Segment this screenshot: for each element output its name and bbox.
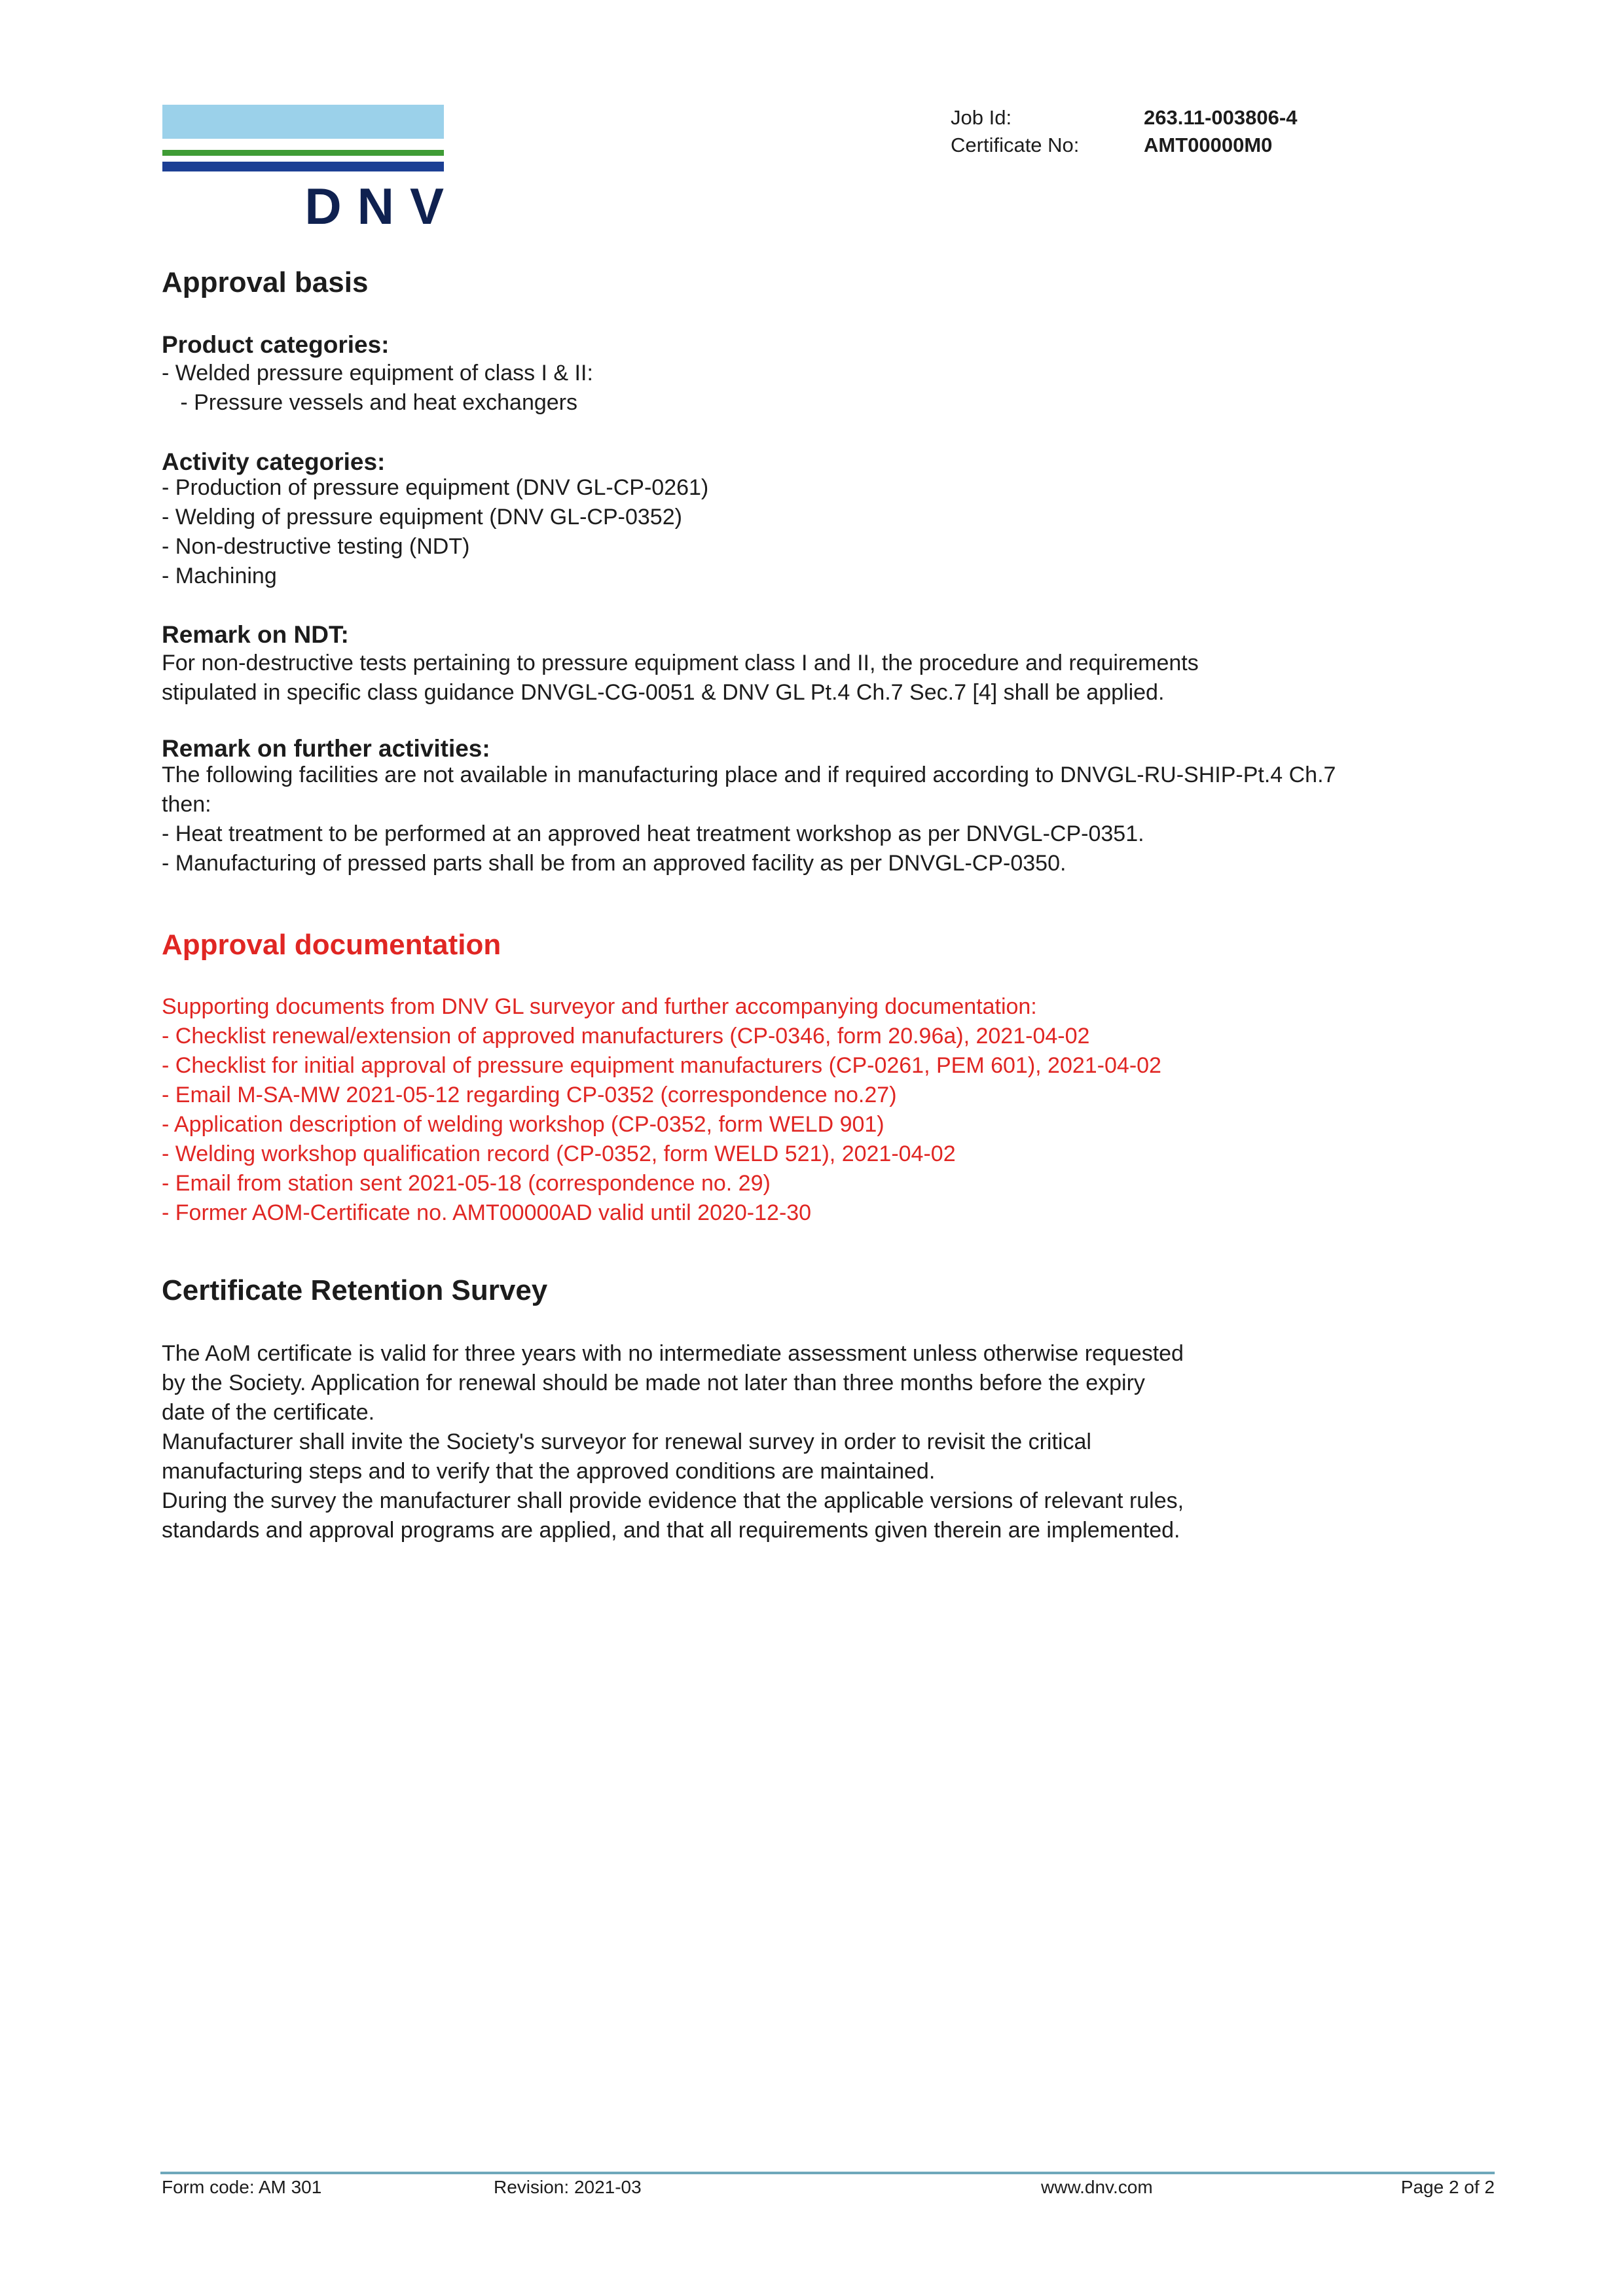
header-meta bbox=[951, 104, 1297, 159]
text-line: Supporting documents from DNV GL surveyor and further accompanying documentation: bbox=[162, 994, 1037, 1019]
job-id-label: Job Id: bbox=[951, 106, 1012, 129]
text-line: manufacturing steps and to verify that the approved conditions are maintained. bbox=[162, 1459, 936, 1484]
text-line: - Pressure vessels and heat exchangers bbox=[162, 390, 577, 415]
text-line: - Non-destructive testing (NDT) bbox=[162, 534, 470, 559]
logo-bar-blue-icon bbox=[162, 162, 444, 171]
text-line: - Manufacturing of pressed parts shall be from an approved facility as per DNVGL-CP-0350. bbox=[162, 851, 1067, 876]
remark-further-activities-heading: Remark on further activities: bbox=[162, 735, 490, 762]
remark-ndt-paragraph bbox=[162, 649, 1199, 708]
text-line: - Application description of welding workshop (CP-0352, form WELD 901) bbox=[162, 1112, 884, 1137]
text-line: - Heat treatment to be performed at an approved heat treatment workshop as per DNVGL-CP-0351. bbox=[162, 821, 1144, 846]
text-line: - Machining bbox=[162, 564, 277, 588]
text-line: During the survey the manufacturer shall provide evidence that the applicable versions of relevant rules, bbox=[162, 1488, 1184, 1513]
footer-page-number: Page 2 of 2 bbox=[1400, 2177, 1495, 2197]
text-line: - Welded pressure equipment of class I & II: bbox=[162, 361, 593, 386]
footer-divider bbox=[160, 2172, 1495, 2174]
approval-documentation-list bbox=[162, 992, 1161, 1228]
product-categories-list bbox=[162, 359, 593, 418]
certificate-retention-paragraph bbox=[162, 1339, 1184, 1545]
text-line: - Former AOM-Certificate no. AMT00000AD valid until 2020-12-30 bbox=[162, 1200, 812, 1225]
text-line: - Welding workshop qualification record (CP-0352, form WELD 521), 2021-04-02 bbox=[162, 1141, 956, 1166]
logo-bar-green-icon bbox=[162, 150, 444, 156]
text-line: - Email M-SA-MW 2021-05-12 regarding CP-0352 (correspondence no.27) bbox=[162, 1083, 897, 1107]
text-line: Manufacturer shall invite the Society's surveyor for renewal survey in order to revisit the critical bbox=[162, 1429, 1091, 1454]
text-line: - Checklist for initial approval of pressure equipment manufacturers (CP-0261, PEM 601), 2021-04-02 bbox=[162, 1053, 1161, 1078]
approval-basis-heading: Approval basis bbox=[162, 266, 369, 298]
text-line: The following facilities are not available in manufacturing place and if required according to DNVGL-RU-SHIP-Pt.4 Ch.7 bbox=[162, 762, 1336, 787]
text-line: The AoM certificate is valid for three years with no intermediate assessment unless otherwise requested bbox=[162, 1341, 1184, 1366]
text-line: - Checklist renewal/extension of approved manufacturers (CP-0346, form 20.96a), 2021-04-02 bbox=[162, 1024, 1090, 1049]
text-line: by the Society. Application for renewal should be made not later than three months before the expiry bbox=[162, 1371, 1145, 1395]
remark-ndt-heading: Remark on NDT: bbox=[162, 621, 349, 648]
product-categories-heading: Product categories: bbox=[162, 331, 390, 358]
certificate-retention-heading: Certificate Retention Survey bbox=[162, 1274, 548, 1306]
text-line: standards and approval programs are applied, and that all requirements given therein are implemented. bbox=[162, 1518, 1180, 1543]
footer-website-link[interactable] bbox=[1041, 2176, 1153, 2198]
footer-form-code: Form code: AM 301 bbox=[162, 2177, 322, 2197]
remark-further-activities-paragraph bbox=[162, 761, 1336, 878]
text-line: stipulated in specific class guidance DNVGL-CG-0051 & DNV GL Pt.4 Ch.7 Sec.7 [4] shall be applied. bbox=[162, 680, 1165, 705]
logo-bar-lightblue-icon bbox=[162, 105, 444, 139]
text-line: - Email from station sent 2021-05-18 (correspondence no. 29) bbox=[162, 1171, 771, 1196]
text-line: date of the certificate. bbox=[162, 1400, 375, 1425]
text-line: For non-destructive tests pertaining to pressure equipment class I and II, the procedure and requirements bbox=[162, 651, 1199, 675]
certificate-no-value: AMT00000M0 bbox=[1144, 134, 1273, 156]
job-id-value: 263.11-003806-4 bbox=[1144, 106, 1298, 129]
activity-categories-heading: Activity categories: bbox=[162, 448, 386, 475]
approval-documentation-heading: Approval documentation bbox=[162, 929, 501, 961]
text-line: - Welding of pressure equipment (DNV GL-CP-0352) bbox=[162, 505, 682, 529]
website-url[interactable]: www.dnv.com bbox=[1041, 2177, 1153, 2197]
logo-wordmark: DNV bbox=[304, 177, 460, 235]
dnv-logo bbox=[162, 105, 460, 236]
certificate-no-label: Certificate No: bbox=[951, 134, 1080, 156]
text-line: - Production of pressure equipment (DNV GL-CP-0261) bbox=[162, 475, 709, 500]
text-line: then: bbox=[162, 792, 211, 817]
footer-revision: Revision: 2021-03 bbox=[494, 2177, 642, 2197]
activity-categories-list bbox=[162, 473, 708, 591]
